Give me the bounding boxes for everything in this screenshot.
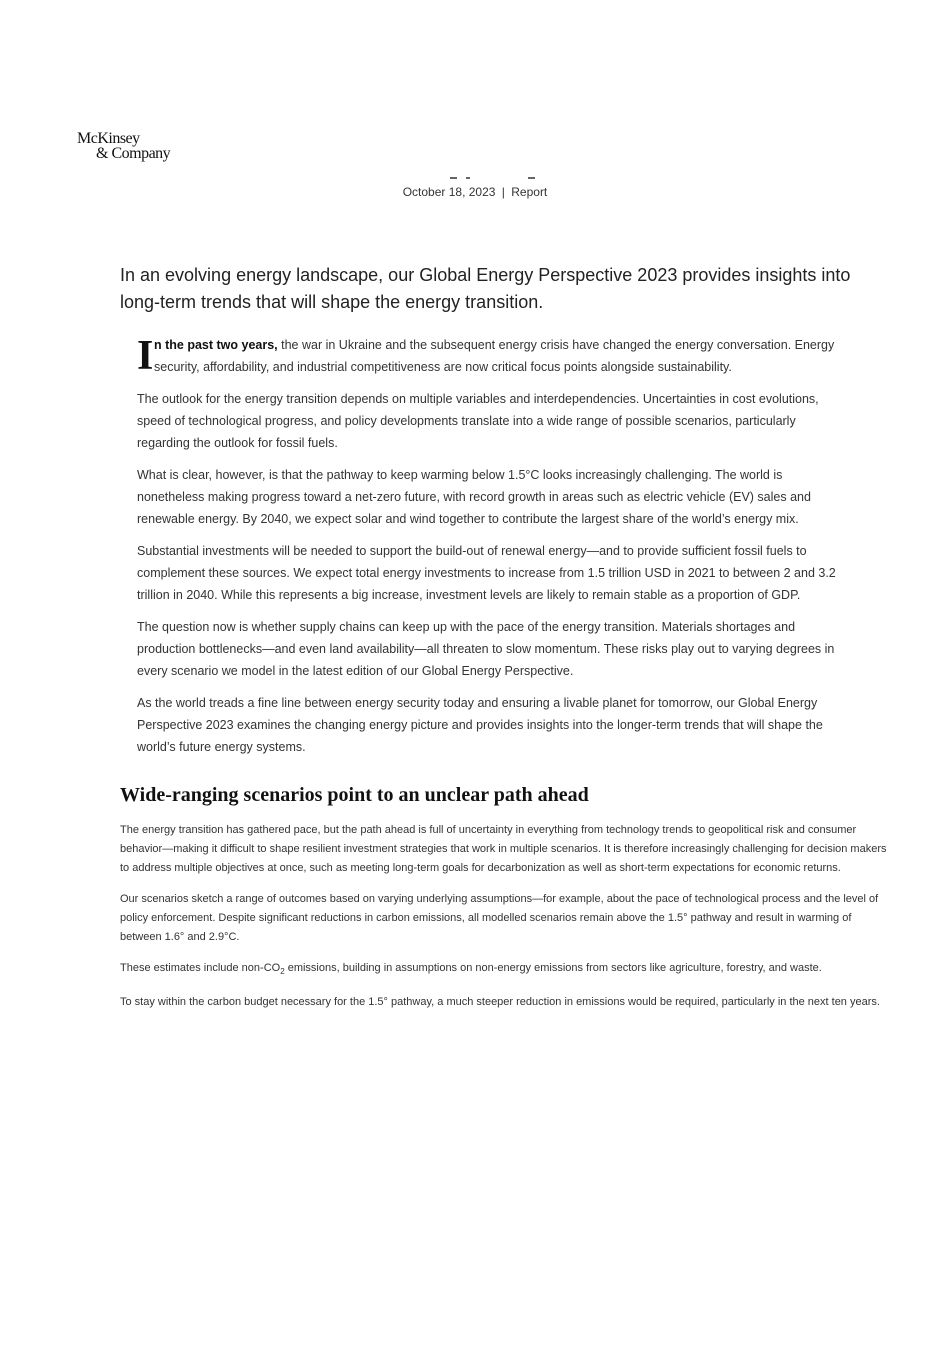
logo-line-2: & Company [96,145,171,162]
article-paragraph-2: The outlook for the energy transition depends on multiple variables and interdependencies. Uncertainties in cost evolutions, speed of technological progress, and policy developments translate into a wide range of possible scenarios, particularly regarding the outlook for fossil fuels. [137,392,819,450]
content-type-label: Report [511,185,548,199]
paragraph-1-text: the war in Ukraine and the subsequent energy crisis have changed the energy conversation. Energy security, affordability, and industrial competitiveness are now critical focus points alongside sustainability. [154,338,835,374]
article-paragraph-1 [137,334,847,378]
article-paragraph-6: As the world treads a fine line between energy security today and ensuring a livable planet for tomorrow, our Global Energy Perspective 2023 examines the changing energy picture and provides insights into the longer-term trends that will shape the world’s future energy systems. [137,696,823,754]
publish-date: October 18, 2023 [402,185,496,199]
logo-line-1: McKinsey [77,130,140,147]
intro-summary: In an evolving energy landscape, our Global Energy Perspective 2023 provides insights into long-term trends that will shape the energy transition. [120,265,851,312]
company-logo[interactable] [77,131,170,161]
section-paragraph-1: The energy transition has gathered pace, but the path ahead is full of uncertainty in everything from technology trends to geopolitical risk and consumer behavior—making it difficult to shape resilient investment strategies that work in multiple scenarios. It is therefore increasingly challenging for decision makers to address multiple objectives at once, such as meeting long-term goals for decarbonization as well as short-term expectations for economic returns. [120,824,887,874]
article-paragraph-5: The question now is whether supply chains can keep up with the pace of the energy transition. Materials shortages and production bottlenecks—and even land availability—all threaten to slow momentum. These risks play out to varying degrees in every scenario we model in the latest edition of our Global Energy Perspective. [137,620,835,678]
article-paragraph-3: What is clear, however, is that the pathway to keep warming below 1.5°C looks increasingly challenging. The world is nonetheless making progress toward a net-zero future, with record growth in areas such as electric vehicle (EV) sales and renewable energy. By 2040, we expect solar and wind together to contribute the largest share of the world’s energy mix. [137,468,811,526]
section-paragraph-2: Our scenarios sketch a range of outcomes based on varying underlying assumptions—for example, about the pace of technological process and the level of policy enforcement. Despite significant reductions in carbon emissions, all modelled scenarios remain above the 1.5° pathway and result in warming of between 1.6° and 2.9°C. [120,893,879,943]
paragraph-3-post: emissions, building in assumptions on non-energy emissions from sectors like agriculture, forestry, and waste. [284,962,822,974]
paragraph-3-pre: These estimates include non-CO [120,962,281,974]
dateline-separator: | [501,185,505,199]
article-body [137,334,847,768]
cropped-title-remnant [448,174,538,180]
section-paragraph-4: To stay within the carbon budget necessary for the 1.5° pathway, a much steeper reduction in emissions would be required, particularly in the next ten years. [120,996,880,1009]
drop-cap: I [137,333,154,379]
section-body [120,821,890,1024]
section-heading: Wide-ranging scenarios point to an unclear path ahead [120,784,589,806]
co2-subscript: 2 [280,967,285,977]
article-paragraph-4: Substantial investments will be needed to support the build-out of renewal energy—and to provide sufficient fossil fuels to complement these sources. We expect total energy investments to increase from 1.5 trillion USD in 2021 to between 2 and 3.2 trillion in 2040. While this represents a big increase, investment levels are likely to remain stable as a proportion of GDP. [137,544,836,602]
section-paragraph-3 [120,959,890,981]
report-dateline [0,185,950,199]
lead-in-text: n the past two years, [154,338,278,352]
